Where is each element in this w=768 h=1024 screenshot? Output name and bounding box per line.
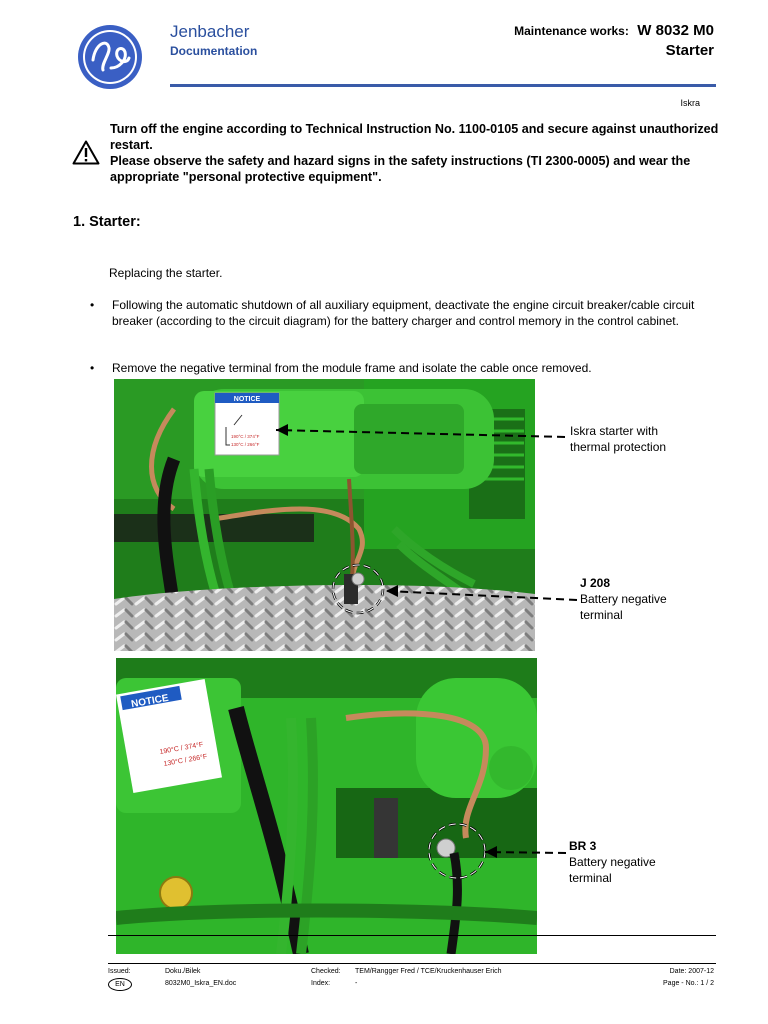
bullet-dot: • <box>90 361 95 375</box>
brand-subtitle: Documentation <box>170 44 258 58</box>
manufacturer-tag: Iskra <box>680 98 700 108</box>
starter-photo <box>114 379 535 651</box>
language-badge: EN <box>108 978 132 991</box>
component-code: BR 3 <box>569 839 597 853</box>
page-title: Starter <box>665 42 714 59</box>
callout-starter <box>570 423 666 455</box>
header-divider <box>170 84 716 87</box>
notice-sticker <box>116 678 241 813</box>
callout-line: thermal protection <box>570 440 667 454</box>
ge-logo <box>77 24 143 90</box>
list-item <box>90 360 720 376</box>
footer-divider <box>108 935 716 936</box>
notice-sticker <box>215 393 279 455</box>
issued-value: Doku./Bilek <box>165 968 201 975</box>
page-number: Page - No.: 1 / 2 <box>663 980 714 987</box>
warning-icon <box>72 140 100 165</box>
list-item-text: Following the automatic shutdown of all auxiliary equipment, deactivate the engine circuit breaker/cable circuit breaker (according to the circuit diagram) for the battery charger and control memory in the control cabinet. <box>112 298 695 328</box>
list-item <box>90 297 720 329</box>
intro-text: Replacing the starter. <box>109 266 223 280</box>
warning-line-2: Please observe the safety and hazard signs in the safety instructions (TI 2300-0005) and wear the appropriate "personal protective equipment". <box>110 154 691 184</box>
index-label: Index: <box>311 980 331 987</box>
callout-line: Battery negative <box>580 592 667 606</box>
callout-j208 <box>580 575 667 623</box>
bullet-dot: • <box>90 298 95 312</box>
list-item-text: Remove the negative terminal from the module frame and isolate the cable once removed. <box>112 361 592 375</box>
brand-name: Jenbacher <box>170 22 250 41</box>
component-code: J 208 <box>580 576 611 590</box>
maintenance-heading <box>514 22 714 40</box>
callout-line: terminal <box>569 871 612 885</box>
issued-label: Issued: <box>108 968 131 975</box>
warning-line-1: Turn off the engine according to Technical Instruction No. 1100-0105 and secure against unauthorized restart. <box>110 122 719 152</box>
document-code: W 8032 M0 <box>637 22 714 39</box>
safety-warning <box>110 121 720 185</box>
section-title: 1. Starter: <box>73 214 141 230</box>
temperature-high: 190°C / 374°F <box>231 434 260 439</box>
file-name: 8032M0_Iskra_EN.doc <box>165 980 237 987</box>
terminal-photo <box>116 658 537 954</box>
temperature-low: 130°C / 266°F <box>231 442 260 447</box>
footer-divider <box>108 963 716 964</box>
date: Date: 2007-12 <box>669 968 714 975</box>
callout-line: terminal <box>580 608 623 622</box>
temperature-high: 190°C / 374°F <box>159 741 204 756</box>
maintenance-label: Maintenance works: <box>514 24 629 38</box>
notice-label: NOTICE <box>130 692 170 711</box>
checked-label: Checked: <box>311 968 341 975</box>
checked-value: TEM/Rangger Fred / TCE/Kruckenhauser Erich <box>355 968 502 975</box>
callout-br3 <box>569 838 656 886</box>
notice-label: NOTICE <box>233 396 261 403</box>
callout-line: Battery negative <box>569 855 656 869</box>
index-value: - <box>355 980 358 987</box>
temperature-low: 130°C / 266°F <box>163 753 208 768</box>
callout-line: Iskra starter with <box>570 424 659 438</box>
